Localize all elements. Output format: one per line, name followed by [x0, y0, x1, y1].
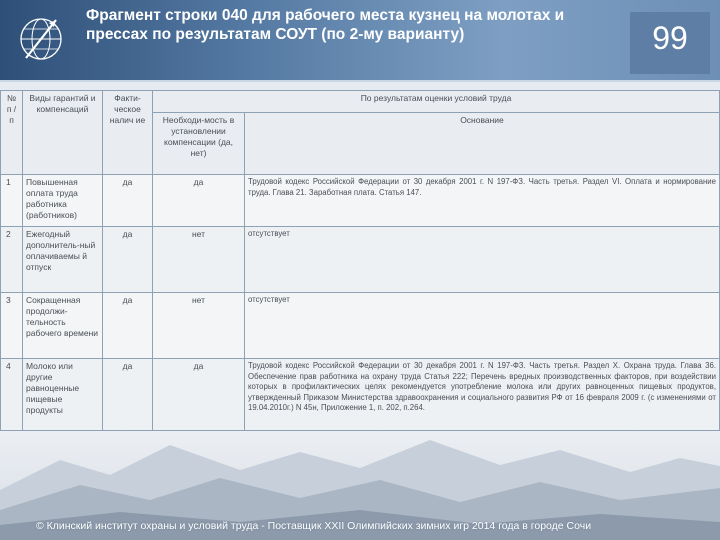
row-type: Молоко или другие равноценные пищевые продукты — [23, 359, 103, 431]
row-need: нет — [153, 293, 245, 359]
slide-title: Фрагмент строки 040 для рабочего места кузнец на молотах и прессах по результатам СОУТ (по 2-му варианту) — [86, 7, 565, 43]
compensation-table — [0, 90, 720, 431]
row-basis: Трудовой кодекс Российской Федерации от 30 декабря 2001 г. N 197-ФЗ. Часть третья. Раздел X. Охрана труда. Глава 36. Обеспечение прав работника на охрану труда Статья 222; Перечень вредных производственных факторов, при воздействии которых в профилактических целях рекомендуется употребление молока или других равноценных пищевых продуктов, утвержденный Приказом Министерства здравоохранения и социального развития РФ от 16 февраля 2009 г. (с изменениями от 19.04.2010г.) N 45н, Приложение 1, п. 202, п.264. — [245, 359, 720, 431]
row-num: 3 — [1, 293, 23, 359]
row-need: да — [153, 359, 245, 431]
row-basis: отсутствует — [245, 227, 720, 293]
row-type: Ежегодный дополнитель-ный оплачиваемы й отпуск — [23, 227, 103, 293]
table-row — [1, 293, 720, 359]
row-type: Повышенная оплата труда работника (работников) — [23, 175, 103, 227]
table-row — [1, 227, 720, 293]
header-type: Виды гарантий и компенсаций — [23, 91, 103, 175]
footer-text: © Клинский институт охраны и условий труда - Поставщик XXII Олимпийских зимних игр 2014 года в городе Сочи — [36, 520, 592, 532]
header-need: Необходи-мость в установлении компенсации (да, нет) — [153, 113, 245, 175]
row-type: Сокращенная продолжи-тельность рабочего времени — [23, 293, 103, 359]
row-num: 4 — [1, 359, 23, 431]
header-basis: Основание — [245, 113, 720, 175]
table-row — [1, 175, 720, 227]
header-assessment: По результатам оценки условий труда — [153, 91, 720, 113]
table-row — [1, 359, 720, 431]
header-num: № п / п — [1, 91, 23, 175]
row-basis: отсутствует — [245, 293, 720, 359]
row-actual: да — [103, 293, 153, 359]
institute-logo-icon — [18, 14, 64, 64]
row-need: нет — [153, 227, 245, 293]
row-num: 2 — [1, 227, 23, 293]
row-basis: Трудовой кодекс Российской Федерации от 30 декабря 2001 г. N 197-ФЗ. Часть третья. Раздел VI. Оплата и нормирование труда. Глава 21. Заработная плата. Статья 147. — [245, 175, 720, 227]
header-actual: Факти-ческое налич ие — [103, 91, 153, 175]
row-actual: да — [103, 227, 153, 293]
slide-number: 99 — [652, 20, 688, 56]
row-actual: да — [103, 175, 153, 227]
row-num: 1 — [1, 175, 23, 227]
row-need: да — [153, 175, 245, 227]
row-actual: да — [103, 359, 153, 431]
